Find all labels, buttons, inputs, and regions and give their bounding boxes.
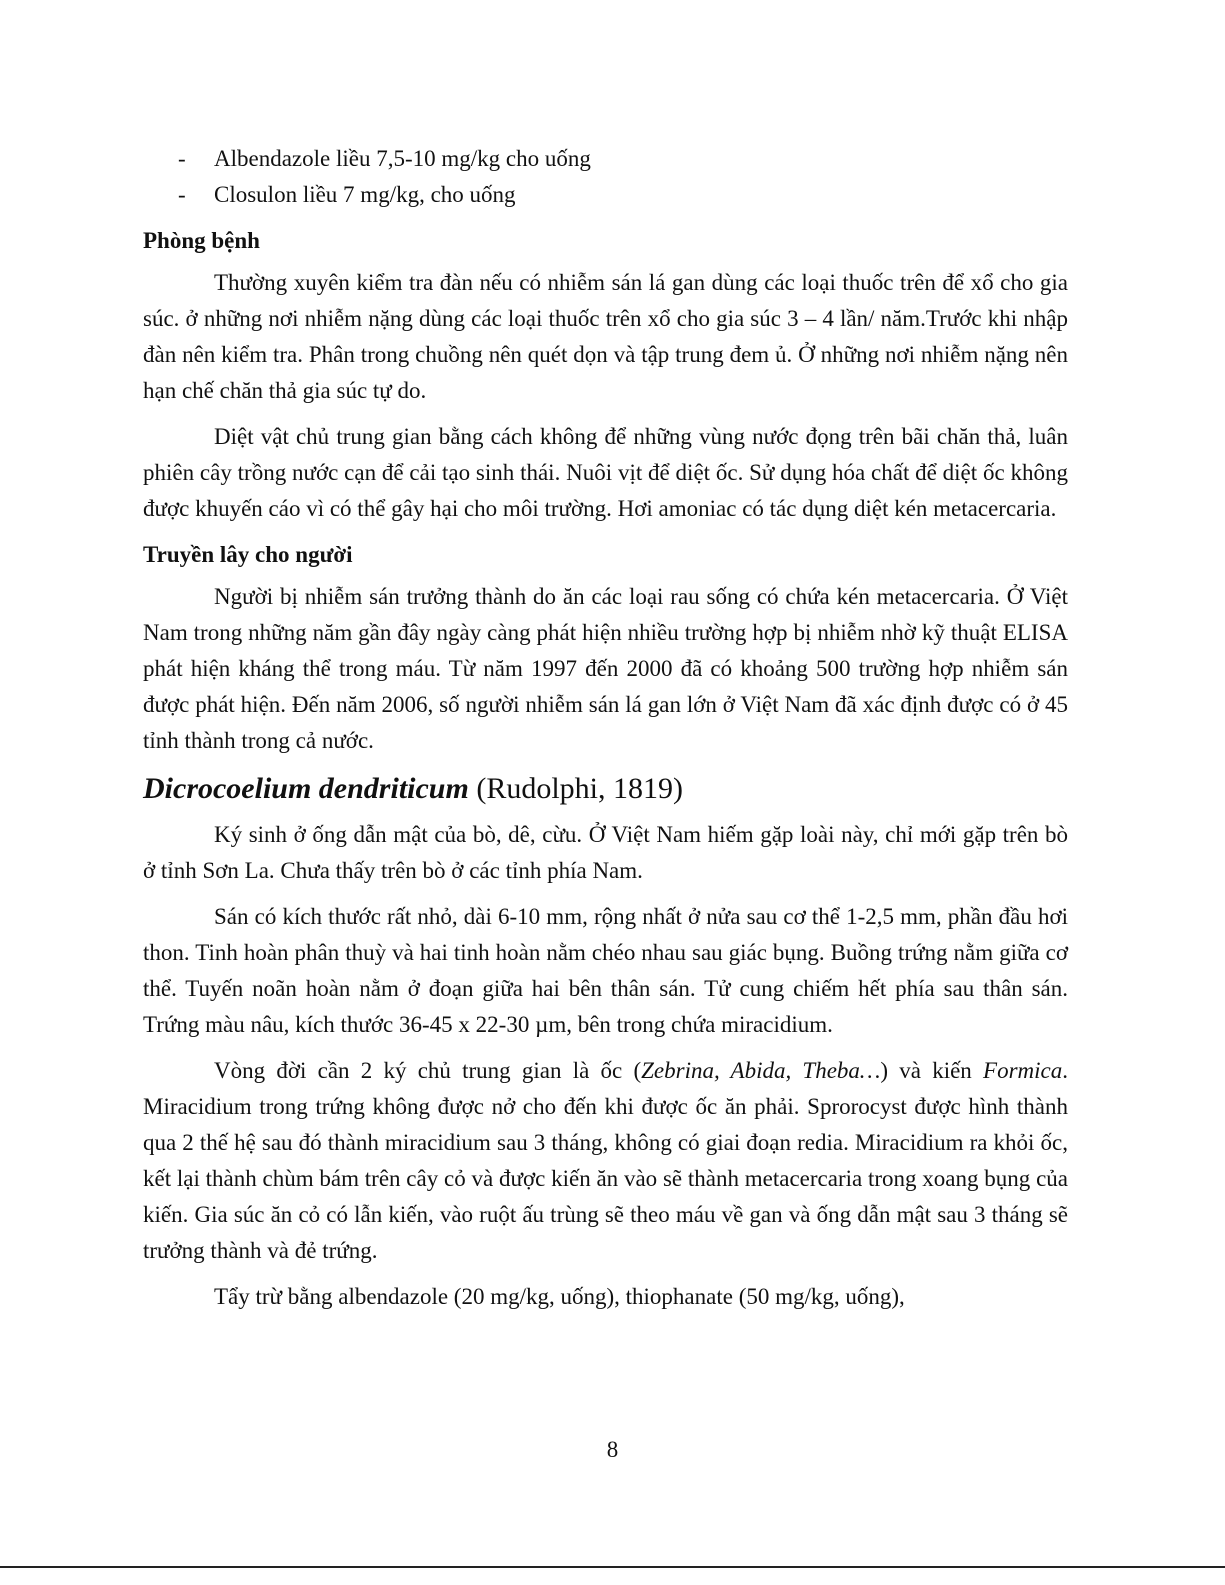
list-marker: - [178, 146, 186, 171]
species-authority: (Rudolphi, 1819) [468, 772, 683, 805]
list-marker: - [178, 182, 186, 207]
snail-genera: Zebrina, Abida, Theba… [641, 1058, 881, 1083]
prevention-heading: Phòng bệnh [143, 228, 260, 253]
species-treatment-paragraph: Tẩy trừ bằng albendazole (20 mg/kg, uống), thiophanate (50 mg/kg, uống), [214, 1284, 905, 1309]
treatment-list-item-text: Albendazole liều 7,5-10 mg/kg cho uống [214, 146, 591, 171]
treatment-list-item [143, 177, 1068, 213]
prevention-paragraph: Thường xuyên kiểm tra đàn nếu có nhiễm sán lá gan dùng các loại thuốc trên để xổ cho gia súc. ở những nơi nhiễm nặng dùng các loại thuốc trên xổ cho gia súc 3 – 4 lần/ năm.Trước khi nhập đàn nên kiểm tra. Phân trong chuồng nên quét dọn và tập trung đem ủ. Ở những nơi nhiễm nặng nên hạn chế chăn thả gia súc tự do. [143, 270, 1068, 403]
page-number: 8 [606, 1437, 619, 1462]
prevention-paragraph: Diệt vật chủ trung gian bằng cách không để những vùng nước đọng trên bãi chăn thả, luân phiên cây trồng nước cạn để cải tạo sinh thái. Nuôi vịt để diệt ốc. Sử dụng hóa chất để diệt ốc không được khuyến cáo vì có thể gây hại cho môi trường. Hơi amoniac có tác dụng diệt kén metacercaria. [143, 424, 1068, 521]
species-morphology-paragraph: Sán có kích thước rất nhỏ, dài 6-10 mm, rộng nhất ở nửa sau cơ thể 1-2,5 mm, phần đầu hơi thon. Tinh hoàn phân thuỳ và hai tinh hoàn nằm chéo nhau sau giác bụng. Buồng trứng nằm giữa cơ thể. Tuyến noãn hoàn nằm ở đoạn giữa hai bên thân sán. Tử cung chiếm hết phía sau thân sán. Trứng màu nâu, kích thước 36-45 x 22-30 µm, bên trong chứa miracidium. [143, 904, 1068, 1037]
species-name: Dicrocoelium dendriticum [143, 772, 469, 805]
treatment-list-item [143, 141, 1068, 177]
lifecycle-text: . Miracidium trong trứng không được nở cho đến khi được ốc ăn phải. Sprorocyst được hình thành qua 2 thế hệ sau đó thành miracidium sau 3 tháng, không có giai đoạn redia. Miracidium ra khỏi ốc, kết lại thành chùm bám trên cây cỏ và được kiến ăn vào sẽ thành metacercaria trong xoang bụng của kiến. Gia súc ăn cỏ có lẫn kiến, vào ruột ấu trùng sẽ theo máu về gan và ống dẫn mật sau 3 tháng sẽ trưởng thành và đẻ trứng. [143, 1058, 1068, 1263]
transmission-paragraph: Người bị nhiễm sán trưởng thành do ăn các loại rau sống có chứa kén metacercaria. Ở Việt Nam trong những năm gần đây ngày càng phát hiện nhiều trường hợp bị nhiễm nhờ kỹ thuật ELISA phát hiện kháng thể trong máu. Từ năm 1997 đến 2000 đã có khoảng 500 trường hợp nhiễm sán được phát hiện. Đến năm 2006, số người nhiễm sán lá gan lớn ở Việt Nam đã xác định được có ở 45 tỉnh thành trong cả nước. [143, 584, 1068, 753]
page-content [143, 141, 1068, 1325]
treatment-list-item-text: Closulon liều 7 mg/kg, cho uống [214, 182, 516, 207]
species-title [143, 769, 1068, 809]
ant-genus: Formica [983, 1058, 1063, 1083]
species-habitat-paragraph: Ký sinh ở ống dẫn mật của bò, dê, cừu. Ở Việt Nam hiếm gặp loài này, chỉ mới gặp trên bò ở tỉnh Sơn La. Chưa thấy trên bò ở các tỉnh phía Nam. [143, 822, 1068, 883]
species-lifecycle-paragraph [143, 1053, 1068, 1269]
lifecycle-text: Vòng đời cần 2 ký chủ trung gian là ốc ( [214, 1058, 642, 1083]
bottom-rule [0, 1566, 1225, 1568]
lifecycle-text: ) và kiến [880, 1058, 984, 1083]
transmission-heading: Truyền lây cho người [143, 542, 353, 567]
